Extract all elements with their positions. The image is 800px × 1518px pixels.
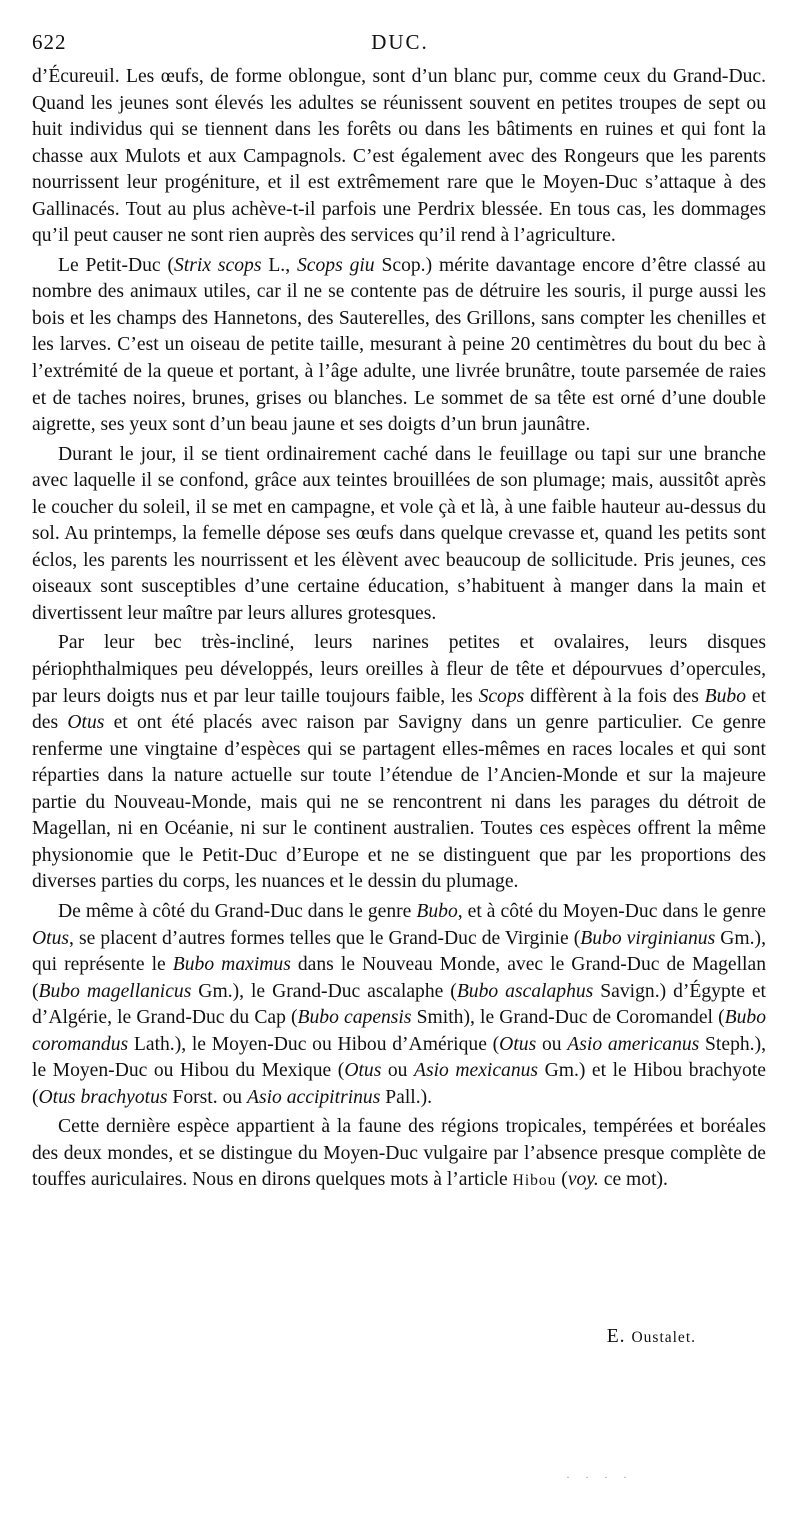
italic-text: Otus (32, 927, 70, 949)
text-run: Pall.). (380, 1086, 433, 1108)
text-run: Par leur bec très-incliné, leurs narines petites et ovalaires, leurs disques périophthalmiques peu développés, leurs oreilles à fleur de tête et dépourvues d’opercules, par leurs doigts nus et par leur taille toujours faible, les (32, 632, 766, 707)
text-run: ou (381, 1060, 414, 1082)
text-run: diffèrent à la fois des (524, 685, 705, 707)
text-run: Smith), le Grand-Duc de Coromandel ( (411, 1007, 725, 1029)
italic-text: Otus (344, 1060, 382, 1082)
italic-text: Otus (499, 1033, 537, 1055)
italic-text: Bubo capensis (297, 1007, 412, 1029)
author-signature (607, 1326, 696, 1348)
page-number: 622 (32, 30, 67, 54)
italic-text: Otus (67, 712, 105, 734)
italic-text: Scops giu (296, 254, 375, 276)
paragraph (32, 253, 766, 439)
text-run: Gm.), qui représente le (32, 927, 766, 976)
small-caps-text: Hibou (512, 1172, 557, 1190)
text-run: Cette dernière espèce appartient à la faune des régions tropicales, tempérées et boréales des deux mondes, et se distingue du Moyen-Duc vulgaire par l’absence presque complète de touffes auriculaires. Nous en dirons quelques mots à l’article (32, 1116, 766, 1191)
paragraph (32, 442, 766, 628)
italic-text: voy. (567, 1169, 599, 1191)
italic-text: Bubo magellanicus (38, 980, 192, 1002)
text-run: et des (32, 685, 766, 734)
text-run: Scop.) mérite davantage encore d’être classé au nombre des animaux utiles, car il ne se contente pas de détruire les souris, il purge aussi les bois et les champs des Hannetons, des Sauterelles, des Grillons, sans compter les chenilles et les larves. C’est un oiseau de petite taille, mesurant à peine 20 centimètres du bout du bec à l’extrémité de la queue et portant, à l’âge adulte, une livrée brunâtre, toute parsemée de raies et de taches noires, brunes, grises ou blanches. Le sommet de sa tête est orné d’une double aigrette, ses yeux sont d’un beau jaune et ses doigts d’un brun jaunâtre. (32, 254, 766, 436)
paragraph (32, 899, 766, 1111)
italic-text: Bubo (416, 900, 458, 922)
text-run: ou (536, 1033, 568, 1055)
text-run: De même à côté du Grand-Duc dans le genre (58, 900, 417, 922)
italic-text: Asio americanus (567, 1033, 700, 1055)
text-run: Gm.), le Grand-Duc ascalaphe ( (191, 980, 457, 1002)
italic-text: Asio accipitrinus (247, 1086, 381, 1108)
author-initial: E. (606, 1326, 626, 1347)
italic-text: Bubo maximus (172, 954, 291, 976)
text-run: , se placent d’autres formes telles que le Grand-Duc de Virginie ( (69, 927, 581, 949)
text-run: Lath.), le Moyen-Duc ou Hibou d’Amérique ( (128, 1033, 500, 1055)
italic-text: Bubo virginianus (580, 927, 716, 949)
text-run: Savign.) d’Égypte et d’Algérie, le Grand-Duc du Cap ( (32, 980, 767, 1029)
text-run: ce mot). (598, 1169, 668, 1191)
text-run: Steph.), le Moyen-Duc ou Hibou du Mexique ( (32, 1033, 766, 1082)
article-body (32, 64, 766, 1195)
text-run: Durant le jour, il se tient ordinairement caché dans le feuillage ou tapi sur une branche avec laquelle il se confond, grâce aux teintes brouillées de son plumage; mais, aussitôt après le coucher du soleil, il se met en campagne, et vole çà et là, à une faible hauteur au-dessus du sol. Au printemps, la femelle dépose ses œufs dans quelque crevasse et, quand les petits sont éclos, les parents les nourrissent et les élèvent avec beaucoup de sollicitude. Pris jeunes, ces oiseaux sont susceptibles d’une certaine éducation, s’habituent à manger dans la main et divertissent leur maître par leurs allures grotesques. (32, 443, 766, 624)
text-run: Le Petit-Duc ( (58, 254, 175, 276)
paragraph (32, 64, 766, 250)
text-run: Forst. ou (167, 1086, 248, 1108)
italic-text: Strix scops (174, 254, 262, 276)
italic-text: Bubo coromandus (32, 1007, 766, 1055)
text-run: L., (261, 254, 297, 276)
text-run: et ont été placés avec raison par Savigny dans un genre particulier. Ce genre renferme une vingtaine d’espèces qui se partagent elles-mêmes en races locales et qui sont réparties dans la nature actuelle sur toute l’étendue de l’Ancien-Monde et sur la majeure partie du Nouveau-Monde, mais qui ne se rencontrent ni dans les parages du détroit de Magellan, ni en Océanie, ni sur le continent australien. Toutes ces espèces offrent la même physionomie que le Petit-Duc d’Europe et ne se distinguent que par les proportions des diverses parties du corps, les nuances et le dessin du plumage. (32, 712, 766, 893)
text-run: Gm.) et le Hibou brachyote ( (32, 1060, 766, 1108)
italic-text: Otus brachyotus (38, 1086, 168, 1108)
paragraph (32, 630, 766, 895)
text-run: , et à côté du Moyen-Duc dans le genre (457, 900, 766, 922)
running-title: DUC. (371, 30, 429, 54)
italic-text: Bubo ascalaphus (456, 980, 594, 1002)
text-run: dans le Nouveau Monde, avec le Grand-Duc de Magellan ( (32, 954, 766, 1002)
text-run: ( (556, 1169, 568, 1191)
italic-text: Bubo (704, 685, 747, 707)
paragraph (32, 1114, 766, 1195)
page-header (32, 30, 768, 56)
print-marks: · · · · (566, 1470, 633, 1484)
italic-text: Asio mexicanus (413, 1060, 539, 1082)
italic-text: Scops (478, 685, 525, 707)
text-run: d’Écureuil. Les œufs, de forme oblongue, sont d’un blanc pur, comme ceux du Grand-Duc. Quand les jeunes sont élevés les adultes se réunissent souvent en petites troupes de sept ou huit individus qui se tiennent dans les forêts ou dans les bâtiments en ruines et qui font la chasse aux Mulots et aux Campagnols. C’est également avec des Rongeurs que les parents nourrissent leur progéniture, et il est extrêmement rare que le Moyen-Duc s’attaque à des Gallinacés. Tout au plus achève-t-il parfois une Perdrix blessée. En tous cas, les dommages qu’il peut causer ne sont rien auprès des services qu’il rend à l’agriculture. (32, 66, 766, 247)
author-surname: Oustalet. (631, 1329, 696, 1346)
